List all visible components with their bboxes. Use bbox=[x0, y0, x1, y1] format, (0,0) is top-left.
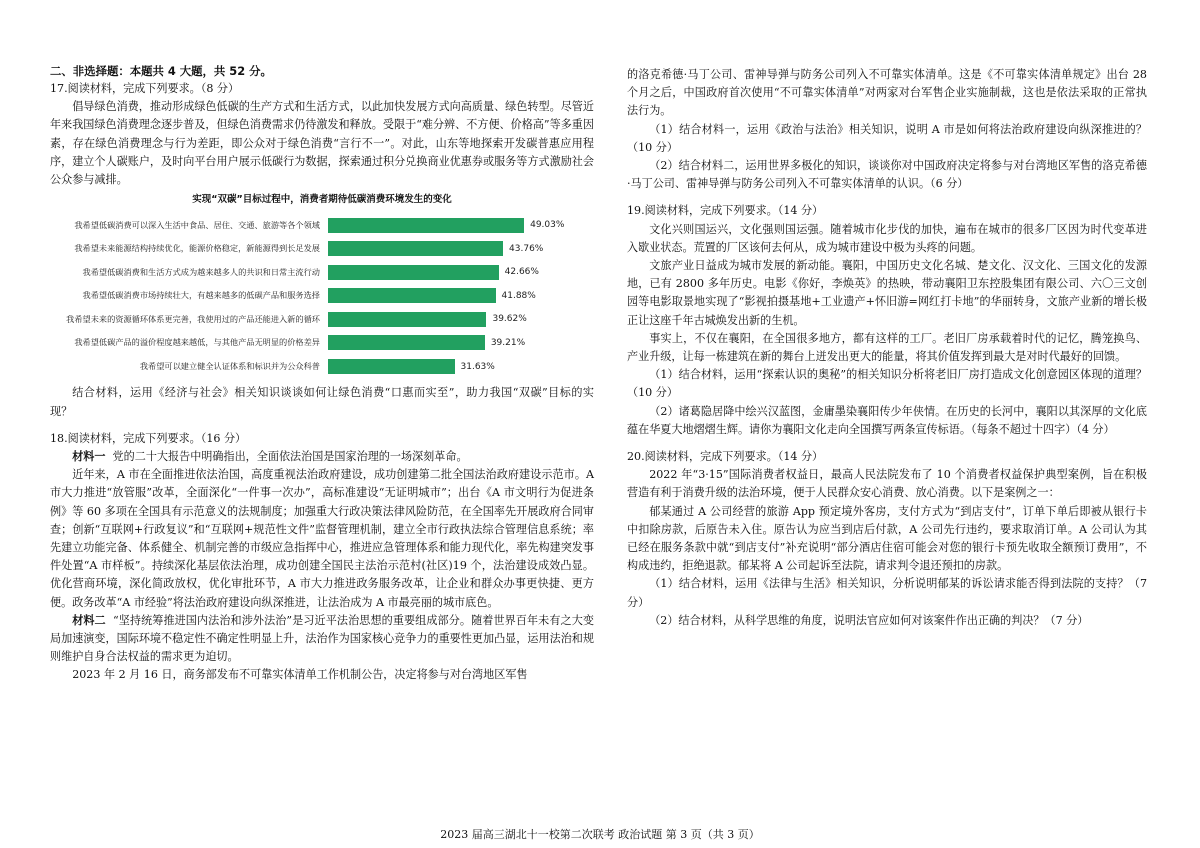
q20-para2: 郁某通过 A 公司经营的旅游 App 预定境外客房，支付方式为“到店支付”，订单下单后即被从银行卡中扣除房款，后原告未入住。原告认为应当到店后付款，A 公司先行违约，要求取消订单。A 公司认为其已经在服务条款中就“到店支付”补充说明“部分酒店住宿可能会对您的银行卡预先收取全额预订费用”，不构成违约，拒绝退款。郁某将 A 公司起诉至法院，请求判令退还预扣的房款。 bbox=[627, 504, 1147, 573]
chart-bars bbox=[50, 213, 594, 378]
q20-heading: 20.阅读材料，完成下列要求。（14 分） bbox=[627, 450, 824, 464]
material2-label: 材料二 bbox=[72, 613, 106, 627]
chart-bar bbox=[328, 312, 486, 327]
chart-category-label: 我希望低碳消费市场持续壮大，有越来越多的低碳产品和服务选择 bbox=[82, 290, 320, 301]
chart-bar bbox=[328, 265, 499, 280]
chart-category-label: 我希望低碳消费和生活方式成为越来越多人的共识和日常主流行动 bbox=[82, 266, 320, 277]
chart-bar bbox=[328, 241, 503, 256]
q19-sub1: （1）结合材料，运用“探索认识的奥秘”的相关知识分析将老旧厂房打造成文化创意园区体现的道理？（10 分） bbox=[627, 368, 1147, 400]
chart-category-label: 我希望未来能源结构持续优化，能源价格稳定，新能源得到长足发展 bbox=[74, 243, 320, 254]
q20-sub2: （2）结合材料，从科学思维的角度，说明法官应如何对该案件作出正确的判决？（7 分） bbox=[649, 613, 1089, 627]
chart-bar-row bbox=[50, 260, 594, 284]
q18-heading: 18.阅读材料，完成下列要求。（16 分） bbox=[50, 431, 247, 445]
material2-text: “坚持统筹推进国内法治和涉外法治”是习近平法治思想的重要组成部分。随着世界百年未有之大变局加速演变，国际环境不稳定性不确定性明显上升，法治作为国家核心竞争力的重要性更加凸显，运用法治和规则维护自身合法权益的需求更为迫切。 bbox=[50, 613, 594, 664]
page-footer: 2023 届高三湖北十一校第二次联考 政治试题 第 3 页（共 3 页） bbox=[440, 828, 760, 841]
q18-material1-line bbox=[50, 448, 594, 466]
q20-sub1: （1）结合材料，运用《法律与生活》相关知识，分析说明郁某的诉讼请求能否得到法院的支持？（7 分） bbox=[627, 577, 1147, 609]
chart-category-label: 我希望低碳消费可以深入生活中食品、居住、交通、旅游等各个领域 bbox=[74, 219, 320, 230]
q20-para1: 2022 年“3·15”国际消费者权益日，最高人民法院发布了 10 个消费者权益保护典型案例，旨在积极营造有利于消费升级的法治环境，便于人民群众安心消费、放心消费。以下是案例之一： bbox=[627, 468, 1147, 500]
chart-title: 实现“双碳”目标过程中，消费者期待低碳消费环境发生的变化 bbox=[192, 194, 452, 206]
q18-material1-para: 近年来，A 市在全面推进依法治国，高度重视法治政府建设，成功创建第二批全国法治政府建设示范市。A 市大力推进“放管服”改革，全面深化“一件事一次办”，高标准建设“无证明城市”；出台《A 市文明行为促进条例》等 60 多项在全国具有示范意义的法规制度；加强重大行政决策法律风险防范，在全国率先开展政府合同审查；创新“互联网+行政复议”和“互联网+规范性文件”监督管理机制，建立全市行政执法综合管理信息系统；率先建立功能完备、体系健全、机制完善的市级应急指挥中心，推进应急管理体系和能力现代化，率先构建突发事件处置“A 市样板”。持续深化基层依法治理，成功创建全国民主法治示范村(社区)19 个，法治建设成效凸显。优化营商环境，深化简政放权，优化审批环节，A 市大力推进政务服务改革，让企业和群众办事更快捷、更方便。政务改革“A 市经验”将法治政府建设向纵深推进，让法治成为 A 市最亮丽的城市底色。 bbox=[50, 468, 594, 609]
q19-sub2: （2）诸葛隐居降中绘兴汉蓝图，金庸墨染襄阳传少年侠情。在历史的长河中，襄阳以其深厚的文化底蕴在华夏大地熠熠生辉。请你为襄阳文化走向全国撰写两条宣传标语。（每条不超过十四字）（4 分） bbox=[627, 404, 1147, 436]
q17-chart bbox=[50, 193, 594, 378]
q18-material2-continued: 的洛克希德·马丁公司、雷神导弹与防务公司列入不可靠实体清单。这是《不可靠实体清单规定》出台 28 个月之后，中国政府首次使用“不可靠实体清单”对两家对台军售企业实施制裁，这也是依法采取的正常执法行为。 bbox=[627, 68, 1147, 118]
q18-sub1: （1）结合材料一，运用《政治与法治》相关知识，说明 A 市是如何将法治政府建设向纵深推进的？（10 分） bbox=[627, 122, 1147, 154]
chart-data-label: 39.21% bbox=[490, 337, 526, 348]
chart-data-label: 42.66% bbox=[504, 267, 539, 278]
chart-bar-row bbox=[50, 331, 594, 355]
right-column bbox=[627, 66, 1147, 630]
q18-material2 bbox=[50, 612, 594, 667]
q18-material2-para2: 2023 年 2 月 16 日，商务部发布不可靠实体清单工作机制公告，决定将参与对台湾地区军售 bbox=[72, 668, 528, 682]
chart-bar bbox=[328, 359, 455, 374]
chart-bar-row bbox=[50, 237, 594, 261]
chart-category-label: 我希望低碳产品的溢价程度越来越低，与其他产品无明显的价格差异 bbox=[74, 337, 320, 348]
q19-para2: 文旅产业日益成为城市发展的新动能。襄阳，中国历史文化名城、楚文化、汉文化、三国文化的发源地，已有 2800 多年历史。电影《你好，李焕英》的热映，带动襄阳卫东控股集团有限公司、六〇三文创园等电影取景地实现了“影视拍摄基地+工业遗产+怀旧游=网红打卡地”的华丽转身，文旅产业新的增长极正让这座千年古城焕发出新的生机。 bbox=[627, 259, 1147, 327]
chart-bar bbox=[328, 335, 485, 350]
chart-bar-row bbox=[50, 308, 594, 332]
chart-data-label: 49.03% bbox=[530, 220, 565, 231]
material1-text: 党的二十大报告中明确指出，全面依法治国是国家治理的一场深刻革命。 bbox=[112, 449, 468, 463]
q19-heading: 19.阅读材料，完成下列要求。（14 分） bbox=[627, 204, 824, 218]
q19-para1: 文化兴则国运兴，文化强则国运强。随着城市化步伐的加快，遍布在城市的很多厂区因为时代变革进入歇业状态。荒置的厂区该何去何从，成为城市建设中极为头疼的问题。 bbox=[627, 222, 1147, 254]
chart-category-label: 我希望可以建立健全认证体系和标识并为公众科普 bbox=[139, 361, 320, 372]
q17-question: 结合材料，运用《经济与社会》相关知识谈谈如何让绿色消费“口惠而实至”，助力我国“双碳”目标的实现？ bbox=[50, 386, 594, 418]
chart-category-label: 我希望未来的资源循环体系更完善，我使用过的产品还能进入新的循环 bbox=[66, 313, 320, 324]
left-column bbox=[50, 62, 594, 685]
chart-bar bbox=[328, 288, 496, 303]
chart-bar bbox=[328, 218, 524, 233]
q17-heading: 17.阅读材料，完成下列要求。（8 分） bbox=[50, 82, 240, 95]
chart-bar-row bbox=[50, 355, 594, 379]
q17-material: 倡导绿色消费，推动形成绿色低碳的生产方式和生活方式，以此加快发展方式向高质量、绿色转型。尽管近年来我国绿色消费理念逐步普及，但绿色消费需求仍待激发和释放。受限于“难分辨、不方便、价格高”等多重因素，存在绿色消费理念与行为差距，即公众对于绿色消费“言行不一”。对此，山东等地探索开发碳普惠应用程序，建立个人碳账户，及时向平台用户展示低碳行为数据，探索通过积分兑换商业优惠券或服务等方式激励社会公众参与减排。 bbox=[50, 100, 594, 187]
material1-label: 材料一 bbox=[72, 449, 106, 463]
q18-sub2: （2）结合材料二，运用世界多极化的知识，谈谈你对中国政府决定将参与对台湾地区军售的洛克希德·马丁公司、雷神导弹与防务公司列入不可靠实体清单的认识。（6 分） bbox=[627, 159, 1147, 191]
chart-bar-row bbox=[50, 284, 594, 308]
chart-data-label: 31.63% bbox=[460, 361, 495, 372]
chart-bar-row bbox=[50, 213, 594, 237]
q19-para3: 事实上，不仅在襄阳，在全国很多地方，都有这样的工厂。老旧厂房承载着时代的记忆，腾笼换鸟、产业升级，让每一栋建筑在新的舞台上迸发出更大的能量，将其价值发挥到最大是对时代最好的回馈。 bbox=[627, 331, 1147, 364]
chart-data-label: 43.76% bbox=[509, 243, 544, 254]
chart-data-label: 41.88% bbox=[501, 290, 536, 301]
section-title: 二、非选择题：本题共 4 大题，共 52 分。 bbox=[50, 64, 272, 78]
chart-data-label: 39.62% bbox=[492, 314, 527, 325]
